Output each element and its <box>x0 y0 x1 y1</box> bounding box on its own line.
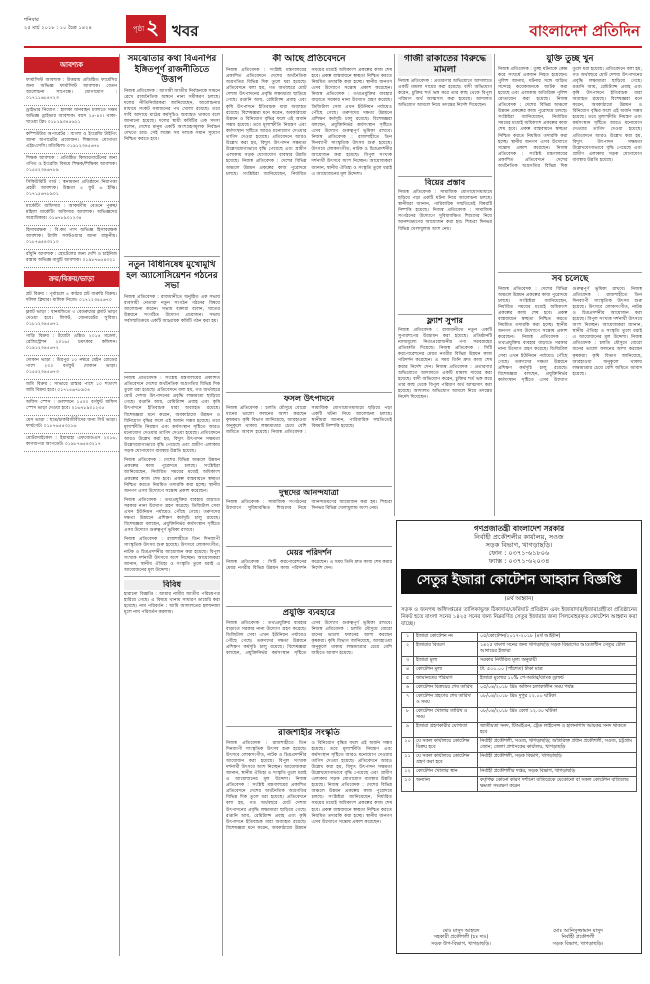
article-headline: সব চলেছে <box>551 274 589 284</box>
classified-item: কম্পিউটার অপারেটর : বাংলা ও ইংরেজি টাইপিং জানা অপারেটর প্রয়োজন। শিক্ষাগত যোগ্যতা এইচএসসি। মতিঝিল। ০১৯১২৩৪৫৬৭৮ <box>24 130 119 154</box>
article-body-more: নিজস্ব প্রতিবেদক : দেশের বিভিন্ন অঞ্চলে উন্নয়ন প্রকল্পের কাজ পুরোদমে চলছে। সংশ্লিষ্টরা জানিয়েছেন, নির্ধারিত সময়ের মধ্যেই অধিকাংশ প্রকল্পের কাজ শেষ হবে। প্রকল্প বাস্তবায়নে স্বচ্ছতা নিশ্চিত করতে নিয়মিত তদারকি করা হচ্ছে। স্থানীয় জনগণ এসব উদ্যোগে সন্তোষ প্রকাশ করেছেন। <box>498 96 568 151</box>
issue-weekday: শনিবার <box>24 17 39 23</box>
tender-row-value: ০৫/০৪/২০১৮ খ্রিঃ অফিস চলাকালীন সময় পর্যন্ত <box>478 684 637 693</box>
article-headline: প্রযুক্তি ব্যবহারে <box>282 608 336 618</box>
article-body-more: নিজস্ব প্রতিবেদক : রাজশাহীতে তিন দিনব্যাপী সাংস্কৃতিক উৎসব শুরু হয়েছে। উৎসবে লোকসংগীত, নাটক ও চিত্রপ্রদর্শনীর আয়োজন করা হয়েছে। বিপুল সংখ্যক দর্শনার্থী উৎসবে অংশ নিচ্ছেন। আয়োজকরা জানান, স্থানীয় ঐতিহ্য ও সংস্কৃতি তুলে ধরাই এ আয়োজনের মূল উদ্দেশ্য। <box>572 286 642 341</box>
article-joy-trip <box>226 488 392 544</box>
tender-office: নির্বাহী প্রকৌশলীর কার্যালয়, সওজ <box>474 533 564 541</box>
article-headline: রাজশাহীর সংস্কৃতি <box>278 728 340 738</box>
classified-item: প্লট বিক্রয় : পূর্বাচলে ৫ কাঠার প্লট জরুরি বিক্রয়। দলিল ক্লিয়ার। মালিক নিজে। ০১৭১২৩৪৫৬৭০ <box>24 290 119 308</box>
tender-row-value: নির্বাহী প্রকৌশলীর দপ্তর, সড়ক বিভাগ, খাগড়াছড়ি <box>478 768 637 777</box>
article-body-more: নিজস্ব প্রতিবেদক : সংশ্লিষ্ট মন্ত্রণালয়ের প্রকাশিত প্রতিবেদনে দেশের অর্থনৈতিক অগ্রগতির বিভিন্ন দিক তুলে ধরা হয়েছে। প্রতিবেদনে বলা হয়, গত অর্থবছরে মোট দেশজ উৎপাদনের প্রবৃদ্ধি লক্ষ্যমাত্রা ছাড়িয়ে গেছে। রপ্তানি আয়, রেমিট্যান্স প্রবাহ এবং কৃষি উৎপাদনে ইতিবাচক ধারা অব্যাহত রয়েছে। বিশেষজ্ঞরা মনে করেন, অবকাঠামো উন্নয়ন ও বিনিয়োগ বৃদ্ধির ফলে এই অর্জন সম্ভব হয়েছে। তবে মূল্যস্ফীতি নিয়ন্ত্রণ এবং কর্মসংস্থান সৃষ্টিতে আরও মনোযোগ দেওয়ার তাগিদ দেওয়া হয়েছে। প্রতিবেদনে আরও উল্লেখ করা হয়, বিদ্যুৎ উৎপাদন সক্ষমতা উল্লেখযোগ্যভাবে বৃদ্ধি পেয়েছে এবং গ্রামীণ এলাকায় সড়ক যোগাযোগ ব্যবস্থার উন্নতি হয়েছে। <box>226 740 392 831</box>
divider <box>398 314 492 315</box>
tender-row-value: জাতীয়তা সনদ, টিআইএন, ট্রেড লাইসেন্স ও হালনাগাদ আয়কর সনদ থাকতে হবে <box>478 723 637 738</box>
signatory-office: সড়ক বিভাগ, খাগড়াছড়ি। <box>552 940 604 947</box>
article-body: নিজস্ব প্রতিবেদক : তথ্যপ্রযুক্তির ব্যবহার বাড়াতে সরকার নানা উদ্যোগ গ্রহণ করেছে। ডিজিটাল সেবা এখন ইউনিয়ন পর্যায়েও পৌঁছে গেছে। তরুণদের দক্ষতা উন্নয়নে প্রশিক্ষণ কর্মসূচি চালু রয়েছে। বিশেষজ্ঞরা বলছেন, প্রযুক্তিনির্ভর কর্মসংস্থান সৃষ্টিতে এসব উদ্যোগ গুরুত্বপূর্ণ ভূমিকা রাখবে। <box>124 497 220 534</box>
tender-row <box>402 642 637 657</box>
article-supershop <box>398 316 492 516</box>
classified-item: হিসাবরক্ষক : বি.কম পাস অভিজ্ঞ হিসাবরক্ষক আবশ্যক। ট্যালি সফটওয়্যার জানা বাঞ্ছনীয়। ০১৮৭৬৫৪৩২১০ <box>24 226 119 250</box>
tender-row-label: অন্যান্য <box>414 777 478 792</box>
tender-division: সড়ক বিভাগ, খাগড়াছড়ি। <box>485 541 553 549</box>
article-headline: দুস্থদের আনন্দযাত্রা <box>279 488 339 497</box>
tender-row-label: ইজারার বিবরণ <box>414 642 478 657</box>
column-divider <box>394 54 395 516</box>
article-body: নিজস্ব প্রতিবেদক : সিটি করপোরেশনের মেয়র নগরীর বিভিন্ন উন্নয়ন কাজ পরিদর্শন করেছেন। এ সময় তিনি দ্রুত কাজ শেষ করার নির্দেশ দেন। <box>226 560 392 572</box>
tender-fax: ফ্যাক্স : ০৩৭১-৬২০৩৪ <box>488 557 550 565</box>
classified-item: শিক্ষক আবশ্যক : প্রতিষ্ঠিত কিন্ডারগার্টেনের জন্য গণিত ও ইংরেজি বিষয়ে শিক্ষক/শিক্ষিকা আবশ্যক। ০১৫৫২৩৪৬৭৮৯ <box>24 154 119 178</box>
article-case <box>398 54 492 174</box>
classified-item: অফিস স্পেস : গুলশানে ১৫০০ বর্গফুট অফিস স্পেস ভাড়া দেওয়া হবে। ০১৬৭৮৯০১২৩৫ <box>24 398 119 416</box>
tender-row-number: ৫ <box>402 675 414 684</box>
divider <box>398 176 492 177</box>
tender-row <box>402 738 637 753</box>
tender-row-number: ১০ <box>402 738 414 753</box>
tender-row <box>402 777 637 792</box>
tender-row <box>402 657 637 666</box>
tender-row-number: ১১ <box>402 753 414 768</box>
tender-subtitle: (৪র্থ আহ্বান) <box>504 596 534 602</box>
divider <box>226 546 392 547</box>
article-body-more: নিজস্ব প্রতিবেদক : সিটি করপোরেশনের মেয়র নগরীর বিভিন্ন উন্নয়ন কাজ পরিদর্শন করেছেন। এ সময় তিনি দ্রুত কাজ শেষ করার নির্দেশ দেন। <box>398 346 492 370</box>
page-number-badge <box>126 15 166 43</box>
signatory-name: মোঃ আনিসুজ্জামান মাসুদ <box>553 927 603 934</box>
page-number: ২ <box>146 14 160 39</box>
article-proposal <box>398 178 492 312</box>
tender-row <box>402 633 637 642</box>
divider <box>124 372 220 373</box>
article-association <box>124 260 220 370</box>
tender-row-value: ০৮/০৪/২০১৮ খ্রিঃ দুপুর ১২.০০ ঘটিকা <box>478 693 637 708</box>
tender-row-value: নির্বাহী প্রকৌশলী, সড়ক বিভাগ, খাগড়াছড়ি <box>478 753 637 768</box>
tender-government: গণপ্রজাতন্ত্রী বাংলাদেশ সরকার <box>473 524 565 533</box>
article-body-group <box>398 190 492 233</box>
article-body-more: নিজস্ব প্রতিবেদক : সামাজিক যোগাযোগমাধ্যমে ছড়িয়ে পড়া একটি ঘটনা নিয়ে আলোচনা চলছে। স্থানীয়রা জানান, পারিবারিক সম্মতিতেই বিষয়টি নিষ্পত্তি হয়েছে। <box>271 406 392 436</box>
tender-row-number: ৩ <box>402 657 414 666</box>
tender-row-label: কোটেশন বিক্রয়ের শেষ তারিখ <box>414 684 478 693</box>
article-headline: ফসল উৎপাদনে <box>283 394 335 403</box>
tender-row <box>402 684 637 693</box>
article-body: নিজস্ব প্রতিবেদক : তুচ্ছ ঘটনাকে কেন্দ্র করে সংঘর্ষে একজন নিহত হয়েছেন। পুলিশ জানায়, ঘটনার সঙ্গে জড়িত সন্দেহে কয়েকজনকে আটক করা হয়েছে এবং এলাকায় অতিরিক্ত পুলিশ মোতায়েন করা হয়েছে। <box>498 66 568 102</box>
classified-item: মোটরসাইকেল : ইয়ামাহা এফজেডএস ২০১৬, কাগজপত্র আপডেট। ০১৯৮৭৬৫৪৩২১৭ <box>24 434 119 452</box>
tender-notice <box>396 520 642 954</box>
tender-row-value: নির্বাহী প্রকৌশলী, সওজ, খাগড়াছড়ি; অতিরিক্ত প্রধান প্রকৌশলী, সওজ, চট্টগ্রাম জোন; জেলা প্রশাসকের কার্যালয়, খাগড়াছড়ি <box>478 738 637 753</box>
article-crops <box>226 394 392 484</box>
tender-row <box>402 666 637 675</box>
article-body-columns <box>498 287 642 385</box>
article-headline: গাজী রাকাতের বিরুদ্ধে মামলা <box>398 54 492 76</box>
article-body: নিজস্ব প্রতিবেদক : রাজধানীতে নতুন একটি সুপারশপের উদ্বোধন করা হয়েছে। প্রতিষ্ঠানটি ন্যায্যমূল্যে নিত্যপ্রয়োজনীয় পণ্য সরবরাহের প্রতিশ্রুতি দিয়েছে। <box>398 328 492 352</box>
tender-row <box>402 768 637 777</box>
classified-item: দোকান ভাড়া : মিরপুর ১০ নম্বরে মেইন রোডের পাশে ২০০ বর্গফুট দোকান ভাড়া। ০১৫৫২৩৪৫৬৭৩ <box>24 356 119 380</box>
article-body-columns <box>226 406 392 436</box>
tender-row-value: কর্তৃপক্ষ কোনো কারণ দর্শানো ব্যতিরেকে যেকোনো বা সকল কোটেশন বাতিলের ক্ষমতা সংরক্ষণ করেন <box>478 777 637 792</box>
tender-row-value: টা. ৫০০.০০ (পাঁচশত) টাকা মাত্র <box>478 666 637 675</box>
article-body-more: নিজস্ব প্রতিবেদক : তথ্যপ্রযুক্তির ব্যবহার বাড়াতে সরকার নানা উদ্যোগ গ্রহণ করেছে। ডিজিটাল সেবা এখন ইউনিয়ন পর্যায়েও পৌঁছে গেছে। তরুণদের দক্ষতা উন্নয়নে প্রশিক্ষণ কর্মসূচি চালু রয়েছে। বিশেষজ্ঞরা বলছেন, প্রযুক্তিনির্ভর কর্মসংস্থান সৃষ্টিতে এসব উদ্যোগ গুরুত্বপূর্ণ ভূমিকা রাখবে। <box>311 92 392 134</box>
tender-office-block <box>401 525 637 565</box>
article-report <box>226 54 392 390</box>
tender-row-label: কোটেশন গ্রহণের শেষ তারিখ ও সময় <box>414 693 478 708</box>
article-headline: মেয়র পরিদর্শন <box>286 548 332 557</box>
tender-row-value: ০৮/০৪/২০১৮ খ্রিঃ বেলা ১২.৩০ ঘটিকা <box>478 708 637 723</box>
tender-row-label: যে সকল কার্যালয়ে কোটেশন বিক্রয় হবে <box>414 738 478 753</box>
article-body-more: নিজস্ব প্রতিবেদক : প্রতারণার অভিযোগে আদালতে একটি মামলা দায়ের করা হয়েছে। বাদী অভিযোগ করেন, চুক্তির শর্ত ভঙ্গ করে তার কাছ থেকে বিপুল পরিমাণ অর্থ আত্মসাৎ করা হয়েছে। আদালত অভিযোগ আমলে নিয়ে তদন্তের নির্দেশ দিয়েছেন। <box>398 364 492 401</box>
article-headline: ফ্ল্যাশ সুপার <box>427 316 463 325</box>
classified-item: ফ্ল্যাট ভাড়া : ধানমন্ডিতে ৩ বেডরুমের ফ্ল্যাট ভাড়া দেওয়া হবে। লিফট, জেনারেটর সুবিধা। ০১৮১২৩৪৫৬৭১ <box>24 308 119 332</box>
article-body-columns <box>226 741 392 832</box>
issue-date <box>24 16 92 32</box>
tender-row-number: ৯ <box>402 723 414 738</box>
tender-row-label: কোটেশন খোলার স্থান <box>414 768 478 777</box>
article-mayor <box>226 548 392 604</box>
tender-row-number: ৭ <box>402 693 414 708</box>
article-headline: বিয়ের প্রস্তাব <box>424 178 466 187</box>
article-body-columns <box>226 68 392 178</box>
tender-row-label: ইজারা মূল্য <box>414 657 478 666</box>
article-headline: কী আছে প্রতিবেদনে <box>272 54 346 64</box>
article-body: নিজস্ব প্রতিবেদক : সামাজিক যোগাযোগমাধ্যমে ছড়িয়ে পড়া একটি ঘটনা নিয়ে আলোচনা চলছে। স্থানীয়রা জানান, পারিবারিক সম্মতিতেই বিষয়টি নিষ্পত্তি হয়েছে। <box>398 190 492 214</box>
tender-row-label: ইজারা গ্রহণকারীর যোগ্যতা <box>414 723 478 738</box>
tender-table <box>401 632 637 792</box>
classified-item: রাঁধুনি আবশ্যক : হোটেলের জন্য দেশি ও চাইনিজ রান্নায় অভিজ্ঞ বাবুর্চি আবশ্যক। ০১৯৮৭৬৫৪৩২১ <box>24 250 119 268</box>
classified-item: জমি বিক্রয় : সাভারে রাস্তার পাশে ১০ শতাংশ জমি বিক্রয় হবে। ০১৭১৫৬৭৮৯০৪ <box>24 380 119 398</box>
classifieds-column <box>24 54 120 956</box>
signature-left <box>411 928 511 948</box>
tender-row-value: ০৫/কোটেশন/২০১৭-২০১৮ (৪র্থ আহ্বান) <box>478 633 637 642</box>
page-header <box>24 14 642 48</box>
tender-row-number: ৬ <box>402 684 414 693</box>
article-body: নিজস্ব প্রতিবেদক : আগামী জাতীয় নির্বাচনকে সামনে রেখে রাজনৈতিক অঙ্গনে নানা সমীকরণ চলছে। দলের নীতিনির্ধারকরা জানিয়েছেন, আলোচনার মাধ্যমে সংকট সমাধানের পথ খোলা রয়েছে। তবে দাবি আদায়ে মাঠের কর্মসূচিও অব্যাহত থাকবে বলে জানানো হয়েছে। দলের স্থায়ী কমিটির এক সদস্য বলেন, দেশের মানুষ একটি অংশগ্রহণমূলক নির্বাচন দেখতে চায়। সেই লক্ষ্যে সব দলকে সমান সুযোগ নিশ্চিত করতে হবে। <box>124 88 220 143</box>
tender-row-number: ১৩ <box>402 777 414 792</box>
article-headline: যুক্তি তুচ্ছ খুন <box>546 54 594 64</box>
signatory-title: সহকারী প্রকৌশলী (চঃ দাঃ) <box>433 934 489 940</box>
classifieds-heading-sale: ক্রয়/বিক্রয়/ভাড়া <box>24 271 119 287</box>
article-body: নিজস্ব প্রতিবেদক : প্রতারণার অভিযোগে আদালতে একটি মামলা দায়ের করা হয়েছে। বাদী অভিযোগ করেন, চুক্তির শর্ত ভঙ্গ করে তার কাছ থেকে বিপুল পরিমাণ অর্থ আত্মসাৎ করা হয়েছে। আদালত অভিযোগ আমলে নিয়ে তদন্তের নির্দেশ দিয়েছেন। <box>398 79 492 109</box>
divider <box>226 392 392 393</box>
article-body: নিজস্ব প্রতিবেদক : চলতি মৌসুমে বোরো ধানের ভালো ফলনের আশা করছেন কৃষকরা। কৃষি বিভাগ জানিয়েছে, আবহাওয়া অনুকূলে থাকায় লক্ষ্যমাত্রার চেয়ে বেশি জমিতে আবাদ হয়েছে। <box>226 406 307 436</box>
classified-item: সিকিউরিটি গার্ড : স্বনামধন্য প্রতিষ্ঠানে নিরাপত্তা প্রহরী আবশ্যক। উচ্চতা ৫ ফুট ৬ ইঞ্চি। ০১৭১৫৬৭৮৯০১ <box>24 178 119 202</box>
article-body: নিজস্ব প্রতিবেদক : দেশের বিভিন্ন অঞ্চলে উন্নয়ন প্রকল্পের কাজ পুরোদমে চলছে। সংশ্লিষ্টরা জানিয়েছেন, নির্ধারিত সময়ের মধ্যেই অধিকাংশ প্রকল্পের কাজ শেষ হবে। প্রকল্প বাস্তবায়নে স্বচ্ছতা নিশ্চিত করতে নিয়মিত তদারকি করা হচ্ছে। স্থানীয় জনগণ এসব উদ্যোগে সন্তোষ প্রকাশ করেছেন। <box>124 458 220 494</box>
article-body-columns <box>498 67 642 171</box>
article-body: নিজস্ব প্রতিবেদক : তথ্যপ্রযুক্তির ব্যবহার বাড়াতে সরকার নানা উদ্যোগ গ্রহণ করেছে। ডিজিটাল সেবা এখন ইউনিয়ন পর্যায়েও পৌঁছে গেছে। তরুণদের দক্ষতা উন্নয়নে প্রশিক্ষণ কর্মসূচি চালু রয়েছে। বিশেষজ্ঞরা বলছেন, প্রযুক্তিনির্ভর কর্মসংস্থান সৃষ্টিতে এসব উদ্যোগ গুরুত্বপূর্ণ ভূমিকা রাখবে। <box>226 620 392 656</box>
article-body-more: নিজস্ব প্রতিবেদক : চলতি মৌসুমে বোরো ধানের ভালো ফলনের আশা করছেন কৃষকরা। কৃষি বিভাগ জানিয়েছে, আবহাওয়া অনুকূলে থাকায় লক্ষ্যমাত্রার চেয়ে বেশি জমিতে আবাদ হয়েছে। <box>572 335 642 377</box>
divider <box>226 486 392 487</box>
article-technology <box>226 608 392 724</box>
article-culture <box>226 728 392 956</box>
article-headline: সমঝোতার কথা বিএনপির ইঙ্গিতপূর্ণ রাজনীতিতে উত্তাপ <box>127 54 217 85</box>
tender-row-number: ৮ <box>402 708 414 723</box>
divider <box>124 256 220 257</box>
tender-row <box>402 708 637 723</box>
newspaper-brand: বাংলাদেশ প্রতিদিন <box>529 22 640 40</box>
signatory-title: নির্বাহী প্রকৌশলী <box>561 934 595 940</box>
tender-row-value: ইজারা মূল্যের ১০% পে-অর্ডার/ব্যাংক ড্রাফট <box>478 675 637 684</box>
tender-row-number: ১২ <box>402 768 414 777</box>
section-title: খবর <box>172 22 199 40</box>
article-misc <box>124 580 220 670</box>
divider <box>124 576 220 577</box>
article-body-more: নিজস্ব প্রতিবেদক : সামাজিক সংগঠনের উদ্যোগে সুবিধাবঞ্চিত শিশুদের নিয়ে আনন্দভ্রমণের আয়োজন করা হয়। শিশুরা দিনভর বিভিন্ন খেলাধুলায় অংশ নেয়। <box>398 208 492 232</box>
column-divider <box>494 54 495 516</box>
classified-item: মার্কেটিং অফিসার : আকর্ষণীয় বেতনে পুরুষ/মহিলা মার্কেটিং অফিসার আবশ্যক। অভিজ্ঞদের অগ্রাধিকার। ০১৬৭৮৯০১২৩৪ <box>24 202 119 226</box>
divider <box>498 272 642 273</box>
article-body: নিজস্ব প্রতিবেদক : রাজধানীতে অনুষ্ঠিত এক সভায় ব্যবসায়ী নেতারা নতুন সংগঠন গঠনের বিষয়ে আলোচনা করেন। সভায় বক্তারা বলেন, খাতের উন্নয়নে সংগঠিত উদ্যোগ প্রয়োজন। সভায় সর্বসম্মতিক্রমে একটি আহ্বায়ক কমিটি গঠন করা হয়। <box>124 294 220 324</box>
tender-row <box>402 693 637 708</box>
article-body-more: নিজস্ব প্রতিবেদক : রাজশাহীতে তিন দিনব্যাপী সাংস্কৃতিক উৎসব শুরু হয়েছে। উৎসবে লোকসংগীত, নাটক ও চিত্রপ্রদর্শনীর আয়োজন করা হয়েছে। বিপুল সংখ্যক দর্শনার্থী উৎসবে অংশ নিচ্ছেন। আয়োজকরা জানান, স্থানীয় ঐতিহ্য ও সংস্কৃতি তুলে ধরাই এ আয়োজনের মূল উদ্দেশ্য। <box>311 135 392 177</box>
article-body-more: নিজস্ব প্রতিবেদক : সংশ্লিষ্ট মন্ত্রণালয়ের প্রকাশিত প্রতিবেদনে দেশের অর্থনৈতিক অগ্রগতির বিভিন্ন দিক তুলে ধরা হয়েছে। প্রতিবেদনে বলা হয়, গত অর্থবছরে মোট দেশজ উৎপাদনের প্রবৃদ্ধি লক্ষ্যমাত্রা ছাড়িয়ে গেছে। রপ্তানি আয়, রেমিট্যান্স প্রবাহ এবং কৃষি উৎপাদনে ইতিবাচক ধারা অব্যাহত রয়েছে। বিশেষজ্ঞরা মনে করেন, অবকাঠামো উন্নয়ন ও বিনিয়োগ বৃদ্ধির ফলে এই অর্জন সম্ভব হয়েছে। তবে মূল্যস্ফীতি নিয়ন্ত্রণ এবং কর্মসংস্থান সৃষ্টিতে আরও মনোযোগ দেওয়ার তাগিদ দেওয়া হয়েছে। প্রতিবেদনে আরও উল্লেখ করা হয়, বিদ্যুৎ উৎপাদন সক্ষমতা উল্লেখযোগ্যভাবে বৃদ্ধি পেয়েছে এবং গ্রামীণ এলাকায় সড়ক যোগাযোগ ব্যবস্থার উন্নতি হয়েছে। <box>498 66 642 169</box>
article-body-more: নিজস্ব প্রতিবেদক : চলতি মৌসুমে বোরো ধানের ভালো ফলনের আশা করছেন কৃষকরা। কৃষি বিভাগ জানিয়েছে, আবহাওয়া অনুকূলে থাকায় লক্ষ্যমাত্রার চেয়ে বেশি জমিতে আবাদ হয়েছে। <box>311 626 392 656</box>
tender-row-label: ইজারা কোটেশন নং <box>414 633 478 642</box>
tender-row-label: কোটেশন মূল্য <box>414 666 478 675</box>
divider <box>226 726 392 727</box>
issue-full-date: ২৫ মার্চ ২০১৮ : ১০ চৈত্র ১৪২৪ <box>24 25 92 31</box>
tender-row-value: সরকার নির্ধারিত মূল্য অনুযায়ী <box>478 657 637 666</box>
article-body-more: নিজস্ব প্রতিবেদক : তথ্যপ্রযুক্তির ব্যবহার বাড়াতে সরকার নানা উদ্যোগ গ্রহণ করেছে। ডিজিটাল সেবা এখন ইউনিয়ন পর্যায়েও পৌঁছে গেছে। তরুণদের দক্ষতা উন্নয়নে প্রশিক্ষণ কর্মসূচি চালু রয়েছে। বিশেষজ্ঞরা বলছেন, প্রযুক্তিনির্ভর কর্মসংস্থান সৃষ্টিতে এসব উদ্যোগ গুরুত্বপূর্ণ ভূমিকা রাখবে। <box>498 286 626 383</box>
tender-row <box>402 723 637 738</box>
article-body: নিজস্ব প্রতিবেদক : রাজশাহীতে তিন দিনব্যাপী সাংস্কৃতিক উৎসব শুরু হয়েছে। উৎসবে লোকসংগীত, নাটক ও চিত্রপ্রদর্শনীর আয়োজন করা হয়েছে। বিপুল সংখ্যক দর্শনার্থী উৎসবে অংশ নিচ্ছেন। আয়োজকরা জানান, স্থানীয় ঐতিহ্য ও সংস্কৃতি তুলে ধরাই এ আয়োজনের মূল উদ্দেশ্য। <box>124 537 220 573</box>
signature-right <box>523 928 633 948</box>
tender-intro: সড়ক ও জনপথ অধিদপ্তরের তালিকাভুক্ত ঠিকাদার/ফেরিঘাট প্রতিষ্ঠান এবং ইজারাদার/ইজারাগ্রহীতা প্রতিষ্ঠানের নিকট হতে বাংলা সনের ১৪২৫ সনের জন্য নিম্নবর্ণিত সেতুর ইজারার জন্য সিলমোহরকৃত কোটেশন আহ্বান করা যাচ্ছে। <box>401 607 637 627</box>
article-body: হারানো বিজ্ঞপ্তি : আমার নামীয় জাতীয় পরিচয়পত্র হারিয়ে গেছে। এ বিষয়ে থানায় সাধারণ ডায়েরি করা হয়েছে। নাম পরিবর্তন : আমি আদালতের হলফনামা মূলে নাম পরিবর্তন করলাম। <box>124 592 220 616</box>
tender-row <box>402 675 637 684</box>
classifieds-heading-wanted: আবশ্যক <box>24 57 119 73</box>
page-prefix: পৃষ্ঠা <box>132 25 145 33</box>
article-headline: বিবিধ <box>124 580 220 590</box>
column-divider <box>222 54 223 956</box>
tender-row-number: ৪ <box>402 666 414 675</box>
article-body-group <box>398 328 492 401</box>
tender-row-label: জামানতের পরিমাণ <box>414 675 478 684</box>
classified-item: ফার্মাসিস্ট আবশ্যক : উত্তরায় প্রতিষ্ঠিত ফার্মেসির জন্য অভিজ্ঞ ফার্মাসিস্ট আবশ্যক। বেতন আলোচনা সাপেক্ষে। যোগাযোগ : ০১৭১১৬৮৪৭২৩ <box>24 76 119 106</box>
signatory-name: মোঃ মাসুদ আহম্মদ <box>442 927 480 934</box>
classified-item: মেস ভাড়া : ছাত্র/চাকরিজীবীদের জন্য সিট ভাড়া। ফার্মগেট। ০১৮৭৬৫৪৩২১৬ <box>24 416 119 434</box>
tender-row-value: ১৪২৫ বাংলা সনের জন্য খাগড়াছড়ি সড়ক বিভাগের আওতাধীন সেতুর টোল আদায়ের ইজারা <box>478 642 637 657</box>
article-politics <box>124 54 220 254</box>
classified-item: গাড়ি বিক্রয় : টয়োটা এক্সিও ২০১৪ মডেল, রেজিস্ট্রেশন ২০১৬। চমৎকার কন্ডিশন। ০১৯১২৩৪৫৬৭২ <box>24 332 119 356</box>
tender-row-label: কোটেশন খোলার তারিখ ও সময় <box>414 708 478 723</box>
tender-phone: ফোন : ০৩৭১-৬১৮০৬ <box>488 549 550 557</box>
article-body-more: নিজস্ব প্রতিবেদক : দেশের বিভিন্ন অঞ্চলে উন্নয়ন প্রকল্পের কাজ পুরোদমে চলছে। সংশ্লিষ্টরা জানিয়েছেন, নির্ধারিত সময়ের মধ্যেই অধিকাংশ প্রকল্পের কাজ শেষ হবে। প্রকল্প বাস্তবায়নে স্বচ্ছতা নিশ্চিত করতে নিয়মিত তদারকি করা হচ্ছে। স্থানীয় জনগণ এসব উদ্যোগে সন্তোষ প্রকাশ করেছেন। <box>226 68 392 177</box>
classified-item: ড্রাইভার নিয়োগ : হালকা যানবাহন চালাতে সক্ষম অভিজ্ঞ ড্রাইভার আবশ্যক। বয়স ২৫-৪০। থাকা-খাওয়া ফ্রি। ০১৮১৯৩৪৫৬২১ <box>24 106 119 130</box>
article-murder <box>498 54 642 270</box>
article-body: নিজস্ব প্রতিবেদক : সামাজিক সংগঠনের উদ্যোগে সুবিধাবঞ্চিত শিশুদের নিয়ে আনন্দভ্রমণের আয়োজন করা হয়। শিশুরা দিনভর বিভিন্ন খেলাধুলায় অংশ নেয়। <box>226 500 392 512</box>
tender-row-number: ২ <box>402 642 414 657</box>
article-progress <box>498 274 642 516</box>
article-body-columns <box>226 621 392 658</box>
tender-row-label: যে সকল কার্যালয়ে কোটেশন গ্রহণ করা হবে <box>414 753 478 768</box>
article-body: নিজস্ব প্রতিবেদক : রাজশাহীতে তিন দিনব্যাপী সাংস্কৃতিক উৎসব শুরু হয়েছে। উৎসবে লোকসংগীত, নাটক ও চিত্রপ্রদর্শনীর আয়োজন করা হয়েছে। বিপুল সংখ্যক দর্শনার্থী উৎসবে অংশ নিচ্ছেন। আয়োজকরা জানান, স্থানীয় ঐতিহ্য ও সংস্কৃতি তুলে ধরাই এ আয়োজনের মূল উদ্দেশ্য। <box>226 740 307 783</box>
article-headline: নতুন বিধিনিষেধ মুখোমুখি হল অ্যাসোসিয়েশন গঠনের সভা <box>126 260 218 291</box>
article-body: নিজস্ব প্রতিবেদক : সংশ্লিষ্ট মন্ত্রণালয়ের প্রকাশিত প্রতিবেদনে দেশের অর্থনৈতিক অগ্রগতির বিভিন্ন দিক তুলে ধরা হয়েছে। প্রতিবেদনে বলা হয়, গত অর্থবছরে মোট দেশজ উৎপাদনের প্রবৃদ্ধি লক্ষ্যমাত্রা ছাড়িয়ে গেছে। রপ্তানি আয়, রেমিট্যান্স প্রবাহ এবং কৃষি উৎপাদনে ইতিবাচক ধারা অব্যাহত রয়েছে। বিশেষজ্ঞরা মনে করেন, অবকাঠামো উন্নয়ন ও বিনিয়োগ বৃদ্ধির ফলে এই অর্জন সম্ভব হয়েছে। তবে মূল্যস্ফীতি নিয়ন্ত্রণ এবং কর্মসংস্থান সৃষ্টিতে আরও মনোযোগ দেওয়ার তাগিদ দেওয়া হয়েছে। প্রতিবেদনে আরও উল্লেখ করা হয়, বিদ্যুৎ উৎপাদন সক্ষমতা উল্লেখযোগ্যভাবে বৃদ্ধি পেয়েছে এবং গ্রামীণ এলাকায় সড়ক যোগাযোগ ব্যবস্থার উন্নতি হয়েছে। <box>124 376 220 455</box>
tender-title: সেতুর ইজারা কোটেশন আহ্বান বিজ্ঞপ্তি <box>401 569 637 594</box>
divider <box>226 606 392 607</box>
article-body: নিজস্ব প্রতিবেদক : সংশ্লিষ্ট মন্ত্রণালয়ের প্রকাশিত প্রতিবেদনে দেশের অর্থনৈতিক অগ্রগতির বিভিন্ন দিক তুলে ধরা হয়েছে। প্রতিবেদনে বলা হয়, গত অর্থবছরে মোট দেশজ উৎপাদনের প্রবৃদ্ধি লক্ষ্যমাত্রা ছাড়িয়ে গেছে। রপ্তানি আয়, রেমিট্যান্স প্রবাহ এবং কৃষি উৎপাদনে ইতিবাচক ধারা অব্যাহত রয়েছে। বিশেষজ্ঞরা মনে করেন, অবকাঠামো উন্নয়ন ও বিনিয়োগ বৃদ্ধির ফলে এই অর্জন সম্ভব হয়েছে। তবে মূল্যস্ফীতি নিয়ন্ত্রণ এবং কর্মসংস্থান সৃষ্টিতে আরও মনোযোগ দেওয়ার তাগিদ দেওয়া হয়েছে। প্রতিবেদনে আরও উল্লেখ করা হয়, বিদ্যুৎ উৎপাদন সক্ষমতা উল্লেখযোগ্যভাবে বৃদ্ধি পেয়েছে এবং গ্রামীণ এলাকায় সড়ক যোগাযোগ ব্যবস্থার উন্নতি হয়েছে। <box>226 68 307 165</box>
tender-row <box>402 753 637 768</box>
article-body: নিজস্ব প্রতিবেদক : দেশের বিভিন্ন অঞ্চলে উন্নয়ন প্রকল্পের কাজ পুরোদমে চলছে। সংশ্লিষ্টরা জানিয়েছেন, নির্ধারিত সময়ের মধ্যেই অধিকাংশ প্রকল্পের কাজ শেষ হবে। প্রকল্প বাস্তবায়নে স্বচ্ছতা নিশ্চিত করতে নিয়মিত তদারকি করা হচ্ছে। স্থানীয় জনগণ এসব উদ্যোগে সন্তোষ প্রকাশ করেছেন। <box>498 286 568 341</box>
signatory-office: সড়ক উপ-বিভাগ, খাগড়াছড়ি। <box>431 940 491 947</box>
tender-row-number: ১ <box>402 633 414 642</box>
article-body-more: নিজস্ব প্রতিবেদক : দেশের বিভিন্ন অঞ্চলে উন্নয়ন প্রকল্পের কাজ পুরোদমে চলছে। সংশ্লিষ্টরা জানিয়েছেন, নির্ধারিত সময়ের মধ্যেই অধিকাংশ প্রকল্পের কাজ শেষ হবে। প্রকল্প বাস্তবায়নে স্বচ্ছতা নিশ্চিত করতে নিয়মিত তদারকি করা হচ্ছে। স্থানীয় জনগণ এসব উদ্যোগে সন্তোষ প্রকাশ করেছেন। <box>311 783 392 825</box>
